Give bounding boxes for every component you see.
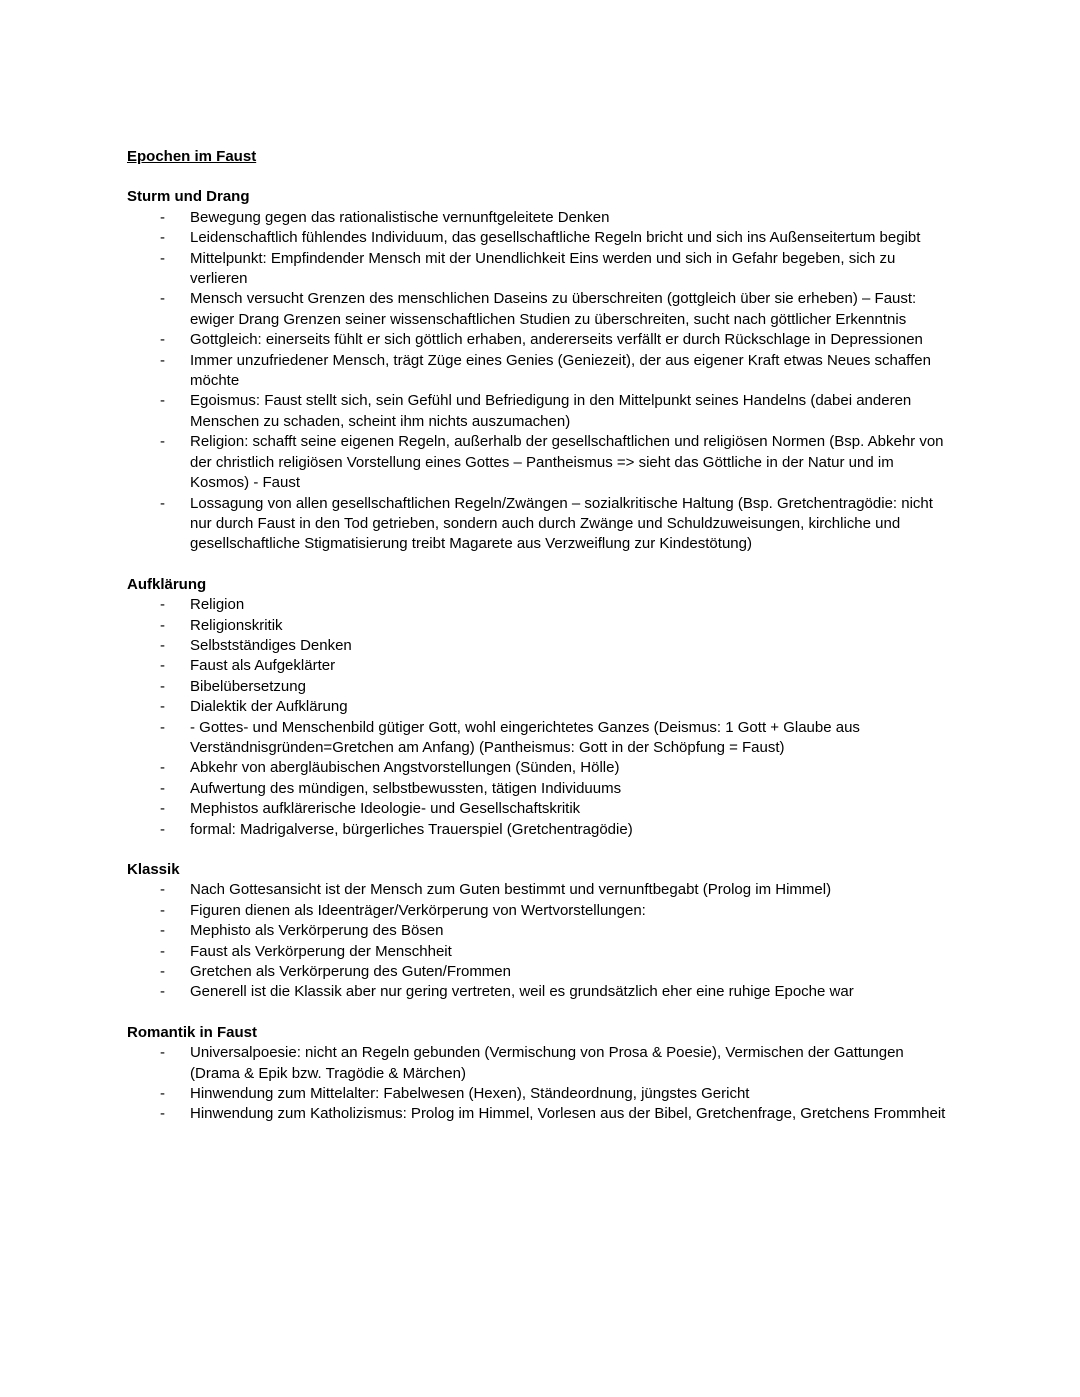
bullet-text: Aufwertung des mündigen, selbstbewussten, tätigen Individuums [190,779,622,797]
bullet-marker: - [160,881,165,899]
section-title: Aufklärung [127,575,207,593]
list-item [127,228,955,248]
bullet-marker: - [160,901,165,919]
section-title: Sturm und Drang [127,188,250,206]
bullet-marker: - [160,229,165,247]
bullet-list [127,595,955,840]
list-item [127,289,955,330]
bullet-marker: - [160,596,165,614]
list-item [127,982,955,1002]
list-item [127,656,955,676]
bullet-text: Bibelübersetzung [190,677,306,695]
bullet-marker: - [160,1085,165,1103]
list-item [127,697,955,717]
bullet-marker: - [160,820,165,838]
bullet-marker: - [160,718,165,736]
bullet-marker: - [160,636,165,654]
list-item [127,901,955,921]
bullet-text: Mensch versucht Grenzen des menschlichen Daseins zu überschreiten (gottgleich über sie erheben) – Faust: ewiger Drang Grenzen seiner wissenschaftlichen Studien zu überschreiten, sucht nach göttlicher Erkenntnis [190,290,917,328]
list-item [127,921,955,941]
bullet-marker: - [160,616,165,634]
bullet-marker: - [160,1105,165,1123]
bullet-marker: - [160,433,165,451]
bullet-marker: - [160,779,165,797]
section-title: Klassik [127,861,180,878]
bullet-text: Mittelpunkt: Empfindender Mensch mit der Unendlichkeit Eins werden und sich in Gefahr begeben, sich zu verlieren [190,249,896,288]
bullet-text: Lossagung von allen gesellschaftlichen Regeln/Zwängen – sozialkritische Haltung (Bsp. Gretchentragödie: nicht nur durch Faust in den Tod getrieben, sondern auch durch Zwänge und Schuldzuweisungen, kirchliche und gesellschaftliche Stigmatisierung treibt Magarete aus Verzweiflung zur Kindestötung) [190,494,933,553]
bullet-text: Hinwendung zum Katholizismus: Prolog im Himmel, Vorlesen aus der Bibel, Gretchenfrage, Gretchens Frommheit [190,1105,946,1123]
bullet-text: Religion [190,596,245,614]
sections-container [127,187,955,1124]
list-item [127,1104,955,1124]
list-item [127,718,955,759]
epoch-section [127,187,955,554]
bullet-text: Faust als Aufgeklärter [190,657,336,675]
bullet-text: Nach Gottesansicht ist der Mensch zum Guten bestimmt und vernunftbegabt (Prolog im Himmel) [190,881,832,899]
epoch-section [127,575,955,840]
bullet-text: Bewegung gegen das rationalistische vernunftgeleitete Denken [190,208,610,226]
bullet-marker: - [160,331,165,349]
epoch-section [127,860,955,1003]
bullet-marker: - [160,698,165,716]
bullet-text: - Gottes- und Menschenbild gütiger Gott, wohl eingerichtetes Ganzes (Deismus: 1 Gott + Glaube aus Verständnisgründen=Gretchen am Anfang) (Pantheismus: Gott in der Schöpfung = Faust) [190,718,860,756]
bullet-marker: - [160,677,165,695]
bullet-text: Faust als Verkörperung der Menschheit [190,942,452,960]
list-item [127,1084,955,1104]
list-item [127,942,955,962]
bullet-text: Selbstständiges Denken [190,636,352,654]
bullet-marker: - [160,963,165,981]
list-item [127,616,955,636]
list-item [127,636,955,656]
list-item [127,677,955,697]
bullet-list [127,208,955,555]
list-item [127,330,955,350]
bullet-marker: - [160,983,165,1001]
bullet-text: formal: Madrigalverse, bürgerliches Trauerspiel (Gretchentragödie) [190,820,633,838]
list-item [127,820,955,840]
page-title: Epochen im Faust [127,148,257,165]
bullet-marker: - [160,657,165,675]
list-item [127,494,955,555]
list-item [127,758,955,778]
list-item [127,351,955,392]
bullet-text: Gretchen als Verkörperung des Guten/Frommen [190,963,511,981]
bullet-marker: - [160,249,165,267]
bullet-text: Hinwendung zum Mittelalter: Fabelwesen (Hexen), Ständeordnung, jüngstes Gericht [190,1085,750,1103]
bullet-text: Generell ist die Klassik aber nur gering vertreten, weil es grundsätzlich eher eine ruhige Epoche war [190,983,854,1001]
bullet-text: Leidenschaftlich fühlendes Individuum, das gesellschaftliche Regeln bricht und sich ins Außenseitertum begibt [190,229,921,247]
epoch-section [127,1023,955,1125]
bullet-marker: - [160,759,165,777]
bullet-marker: - [160,392,165,410]
bullet-marker: - [160,800,165,818]
bullet-marker: - [160,290,165,308]
section-title: Romantik in Faust [127,1023,258,1041]
list-item [127,880,955,900]
list-item [127,962,955,982]
list-item [127,799,955,819]
list-item [127,595,955,615]
bullet-marker: - [160,942,165,960]
bullet-marker: - [160,208,165,226]
list-item [127,1043,955,1084]
list-item [127,208,955,228]
bullet-text: Immer unzufriedener Mensch, trägt Züge eines Genies (Geniezeit), der aus eigener Kraft etwas Neues schaffen möchte [190,351,931,390]
bullet-text: Religion: schafft seine eigenen Regeln, außerhalb der gesellschaftlichen und religiösen Normen (Bsp. Abkehr von der christlich religiösen Vorstellung eines Gottes – Pantheismus => sieht das Göttliche in der Natur und im Kosmos) - Faust [190,433,944,492]
bullet-text: Mephisto als Verkörperung des Bösen [190,922,444,940]
bullet-marker: - [160,494,165,512]
bullet-text: Mephistos aufklärerische Ideologie- und Gesellschaftskritik [190,800,581,818]
bullet-list [127,1043,955,1125]
list-item [127,391,955,432]
bullet-text: Figuren dienen als Ideenträger/Verkörperung von Wertvorstellungen: [190,901,646,919]
bullet-text: Universalpoesie: nicht an Regeln gebunden (Vermischung von Prosa & Poesie), Vermischen der Gattungen (Drama & Epik bzw. Tragödie & Märchen) [190,1044,904,1082]
bullet-marker: - [160,1044,165,1062]
list-item [127,779,955,799]
list-item [127,249,955,290]
bullet-text: Egoismus: Faust stellt sich, sein Gefühl und Befriedigung in den Mittelpunkt seines Handelns (dabei anderen Menschen zu schaden, scheint ihm nichts auszumachen) [190,392,912,430]
bullet-list [127,880,955,1002]
bullet-text: Gottgleich: einerseits fühlt er sich göttlich erhaben, andererseits verfällt er durch Rückschlage in Depressionen [190,331,923,349]
bullet-marker: - [160,922,165,940]
bullet-text: Religionskritik [190,616,283,634]
bullet-text: Abkehr von abergläubischen Angstvorstellungen (Sünden, Hölle) [190,759,620,777]
bullet-text: Dialektik der Aufklärung [190,698,348,716]
list-item [127,432,955,493]
bullet-marker: - [160,351,165,369]
